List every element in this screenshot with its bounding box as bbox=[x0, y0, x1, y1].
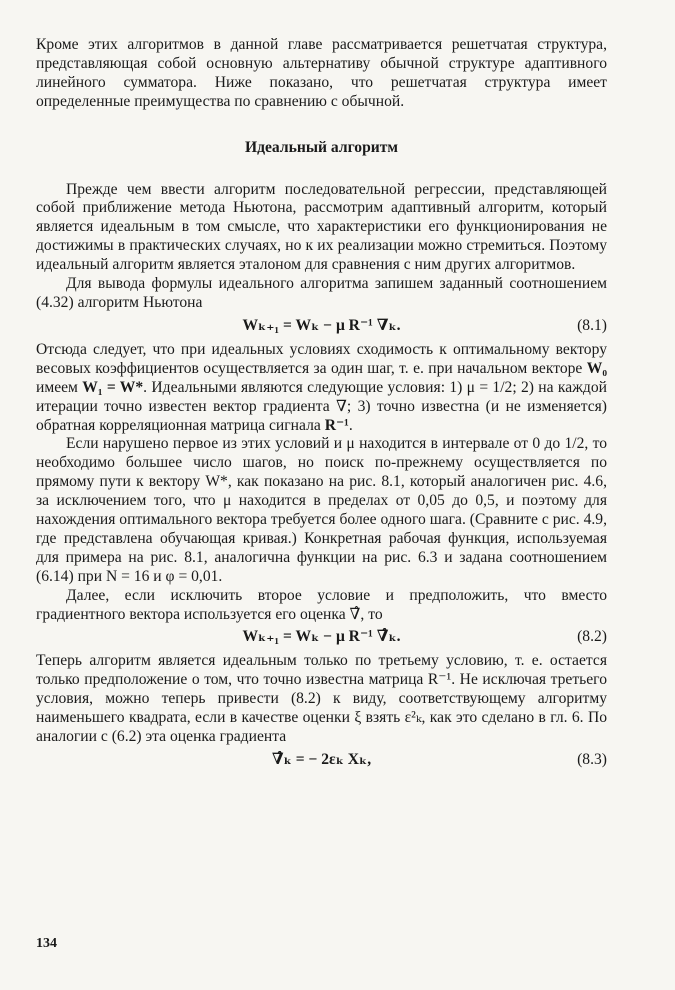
p4-part-d: . bbox=[348, 416, 353, 434]
paragraph-newton-intro: Для вывода формулы идеального алгоритма запишем заданный соотношением (4.32) алгоритм Ньютона bbox=[36, 275, 607, 311]
paragraph-lms-reduction: Теперь алгоритм является идеальным только по третьему условию, т. е. остается только предположение о том, что точно известна матрица R⁻¹. Не исключая третьего условия, можно теперь привести (8.2) к виду, соответствующему алгоритму наименьшего квадрата, если в качестве оценки ξ взять ε²ₖ, как это сделано в гл. 6. По аналогии с (6.2) эта оценка градиента bbox=[36, 652, 607, 746]
p4-part-c: . Идеальными являются следующие условия: 1) μ = 1/2; 2) на каждой итерации точно известен вектор градиента ∇; 3) точно известна (и не изменяется) обратная корреляционная матрица сигнала bbox=[36, 378, 608, 434]
formula-8-3 bbox=[36, 751, 607, 773]
symbol-r-inverse: R⁻¹ bbox=[324, 416, 349, 434]
formula-8-3-expr: ∇̂ₖ = − 2εₖ Xₖ, bbox=[271, 751, 372, 768]
formula-8-1 bbox=[36, 317, 607, 339]
formula-8-2 bbox=[36, 628, 607, 650]
paragraph-ideal-algorithm: Прежде чем ввести алгоритм последовательной регрессии, представляющей собой приближение метода Ньютона, рассмотрим адаптивный алгоритм, который является идеальным в том смысле, что характеристики его функционирования не достижимы в практических случаях, но к их реализации можно стремиться. Поэтому идеальный алгоритм является эталоном для сравнения с ним других алгоритмов. bbox=[36, 180, 607, 274]
symbol-w1-eq-wstar: W₁ = W* bbox=[82, 378, 144, 396]
p4-part-a: Отсюда следует, что при идеальных условиях сходимость к оптимальному вектору весовых коэффициентов осуществляется за один шаг, т. е. при начальном векторе bbox=[36, 340, 607, 377]
formula-8-1-number: (8.1) bbox=[577, 316, 607, 334]
formula-8-1-expr: Wₖ₊₁ = Wₖ − μ R⁻¹ ∇ₖ. bbox=[242, 316, 401, 334]
section-heading: Идеальный алгоритм bbox=[244, 138, 399, 156]
formula-8-3-number: (8.3) bbox=[577, 751, 607, 768]
paragraph-intro: Кроме этих алгоритмов в данной главе рассматривается решетчатая структура, представляющая собой основную альтернативу обычной структуре адаптивного линейного сумматора. Ниже показано, что решетчатая структура имеет определенные преимущества по сравнению с обычной. bbox=[36, 36, 607, 110]
paragraph-ideal-conditions bbox=[36, 341, 607, 436]
paragraph-mu-condition: Если нарушено первое из этих условий и μ находится в интервале от 0 до 1/2, то необходимо большее число шагов, но поиск по-прежнему осуществляется по прямому пути к вектору W*, как показано на рис. 8.1, который аналогичен рис. 4.6, за исключением того, что μ находится в пределах от 0,05 до 0,5, и поэтому для нахождения оптимального вектора требуется более одного шага. (Сравните с рис. 4.9, где представлена обучающая кривая.) Конкретная рабочая функция, используемая для примера на рис. 8.1, аналогична функции на рис. 6.3 и задана соотношением (6.14) при N = 16 и φ = 0,01. bbox=[36, 435, 607, 585]
p4-part-b: имеем bbox=[36, 378, 83, 396]
page-body bbox=[36, 36, 607, 775]
symbol-w0: W₀ bbox=[586, 359, 607, 377]
formula-8-2-number: (8.2) bbox=[577, 628, 607, 646]
page-number: 134 bbox=[36, 936, 57, 951]
paragraph-gradient-estimate: Далее, если исключить второе условие и предположить, что вместо градиентного вектора используется его оценка ∇̂, то bbox=[36, 586, 607, 623]
formula-8-2-expr: Wₖ₊₁ = Wₖ − μ R⁻¹ ∇̂ₖ. bbox=[242, 628, 401, 646]
